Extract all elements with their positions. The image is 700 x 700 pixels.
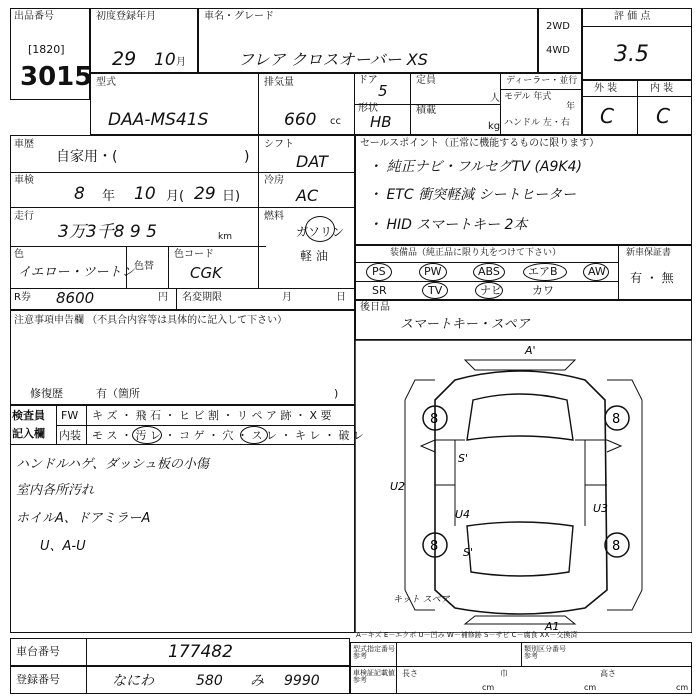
mark-side: S'	[463, 546, 474, 559]
chassis-label: 車台番号	[16, 645, 60, 658]
equip-pw: PW	[424, 265, 442, 278]
chassis-value: 177482	[168, 642, 233, 662]
tire-rl: 8	[430, 539, 439, 554]
first-reg-year: 29	[112, 48, 137, 70]
color-code-label: 色コード	[174, 249, 214, 260]
mark-left: U2	[390, 480, 406, 493]
registration-label: 登録番号	[16, 673, 60, 686]
aftermarket-value: スマートキー・スペア	[400, 317, 530, 332]
shape-label: 形状	[358, 103, 378, 114]
inspection-day-unit: 日)	[222, 189, 241, 204]
shift-value: DAT	[296, 152, 328, 171]
year-unit: 年	[566, 102, 576, 112]
ac-value: AC	[296, 186, 319, 205]
inspection-month-unit: 月(	[166, 189, 185, 204]
mark-mid: U4	[455, 508, 471, 521]
warranty-value: 有 ・ 無	[630, 271, 674, 285]
interior-grade: C	[656, 104, 670, 128]
inspector-note-3: ホイルA、ドアミラーA	[16, 511, 151, 526]
equip-navi: ナビ	[480, 284, 502, 297]
doors-value: 5	[378, 82, 388, 100]
interior-items: モ ス ・ 汚 レ ・ コ ゲ ・ 穴 ・ ス レ ・ キ レ ・ 破 レ	[92, 429, 364, 442]
lot-small: [1820]	[28, 43, 65, 56]
fw-items: キ ズ ・ 飛 石 ・ ヒ ビ 割 ・ リ ペ ア 跡 ・ X 要	[92, 409, 332, 422]
reg-area: なにわ	[112, 673, 154, 689]
displacement-label: 排気量	[264, 77, 294, 88]
color-code-value: CGK	[190, 264, 222, 282]
width-label: 巾	[500, 669, 508, 678]
displacement-unit: cc	[330, 116, 341, 127]
repair-value: 有（箇所	[96, 387, 140, 400]
color-label: 色	[14, 249, 24, 260]
fw-label: FW	[61, 409, 79, 422]
ac-label: 冷房	[264, 175, 284, 186]
selling-points-label: セールスポイント（正常に機能するものに限ります）	[360, 138, 600, 149]
shape-value: HB	[370, 113, 392, 131]
equip-sr: SR	[372, 284, 387, 297]
reg-kana: み	[250, 673, 264, 689]
inspection-year: 8	[74, 184, 85, 204]
color-value: イエロー・ツートン	[18, 265, 135, 280]
ref-model-designation: 型式指定番号 参考	[353, 645, 395, 660]
load-unit: kg	[488, 121, 501, 132]
fuel-diesel: 軽 油	[300, 249, 328, 263]
inspector-label-1: 検査員	[12, 409, 45, 422]
inspection-day: 29	[194, 184, 216, 204]
circle-scuff	[240, 426, 268, 444]
selling-point-3: ・ HID スマートキー 2本	[368, 217, 528, 233]
name-change-month: 月	[282, 292, 292, 303]
circle-abs	[473, 263, 505, 281]
equip-ps: PS	[372, 265, 386, 278]
tire-fr: 8	[612, 412, 621, 427]
r-ticket-yen: 円	[158, 292, 168, 303]
ref-class-number: 類別区分番号 参考	[524, 645, 566, 660]
equip-tv: TV	[428, 284, 443, 297]
handle-label: ハンドル 左・右	[504, 118, 570, 128]
r-ticket-value: 8600	[56, 289, 95, 307]
r-ticket-label: R券	[14, 292, 31, 303]
name-change-label: 名変期限	[182, 292, 222, 303]
doors-label: ドア	[358, 75, 378, 86]
model-year-label: モデル 年式	[504, 92, 552, 102]
score-label: 評 価 点	[614, 11, 651, 22]
color-change-label: 色替	[134, 261, 154, 272]
mileage-label: 走行	[14, 211, 34, 222]
drive-2wd: 2WD	[546, 21, 570, 32]
history-label: 車歴	[14, 139, 34, 150]
circle-aw	[583, 263, 609, 281]
type-value: DAA-MS41S	[108, 110, 209, 130]
interior-label: 内 装	[650, 83, 674, 94]
equip-airbag: エアB	[528, 265, 558, 278]
reg-class: 580	[196, 673, 223, 689]
mileage-value: 3万3千8 9 5	[58, 222, 157, 242]
mileage-unit: km	[218, 232, 232, 242]
inspection-label: 車検	[14, 175, 34, 186]
name-change-day: 日	[336, 292, 346, 303]
mark-rear: A1	[545, 620, 560, 633]
circle-ps	[366, 263, 392, 281]
capacity-label: 定員	[416, 75, 436, 86]
history-close: )	[244, 149, 250, 165]
shift-label: シフト	[264, 139, 294, 150]
inspection-month: 10	[134, 184, 156, 204]
circle-airbag	[523, 263, 567, 281]
type-label: 型式	[96, 77, 116, 88]
circle-tv	[422, 282, 448, 299]
length-label: 長さ	[402, 669, 418, 678]
keys-note: キット スペア	[393, 595, 450, 605]
repair-label: 修復歴	[30, 387, 63, 400]
tire-fl: 8	[430, 412, 439, 427]
inspection-year-unit: 年	[102, 189, 116, 204]
notes-label: 注意事項申告欄 （不具合内容等は具体的に記入して下さい）	[14, 315, 288, 326]
exterior-grade: C	[600, 104, 614, 128]
first-reg-month: 10	[154, 50, 176, 70]
mark-right: U3	[593, 502, 609, 515]
fuel-gas: ガソリン	[296, 225, 345, 239]
equip-abs: ABS	[478, 265, 500, 278]
dealer-label: ディーラー・並行	[506, 76, 578, 86]
inspector-note-4: U、A-U	[40, 539, 86, 554]
fuel-gas-circle	[305, 216, 335, 242]
capacity-unit: 人	[490, 93, 500, 104]
length-cm: cm	[482, 683, 495, 692]
exterior-label: 外 装	[594, 83, 618, 94]
height-label: 高さ	[600, 669, 616, 678]
mark-hood: S'	[458, 452, 469, 465]
equipment-label: 装備品（純正品に限り丸をつけて下さい）	[390, 248, 562, 258]
score-value: 3.5	[614, 42, 649, 67]
fuel-label: 燃料	[264, 211, 284, 222]
lot-number: 3015	[20, 62, 93, 92]
diagram-legend: A－キズ E－エクボ U－凹み W－補修跡 S－サビ C－腐食 XX－交換済	[356, 631, 578, 639]
ref-registration-values: 車検証記載値 参考	[353, 669, 395, 684]
month-unit: 月	[176, 57, 186, 68]
mark-front: A'	[525, 344, 536, 357]
inspector-label-2: 記入欄	[12, 427, 45, 440]
inspector-note-2: 室内各所汚れ	[16, 483, 95, 498]
equip-aw: AW	[588, 265, 606, 278]
load-label: 積載	[416, 105, 436, 116]
model-name: フレア クロスオーバー XS	[238, 50, 428, 69]
lot-label: 出品番号	[14, 11, 54, 22]
model-label: 車名・グレード	[204, 11, 274, 22]
circle-navi	[475, 282, 503, 299]
height-cm: cm	[676, 683, 689, 692]
inspector-note-1: ハンドルハゲ、ダッシュ板の小傷	[16, 457, 209, 472]
history-value: 自家用・(	[56, 149, 118, 165]
interior-insp-label: 内装	[59, 429, 81, 442]
selling-point-2: ・ ETC 衝突軽減 シートヒーター	[368, 187, 576, 203]
displacement-value: 660	[284, 110, 317, 130]
remarks-area	[10, 445, 355, 633]
circle-pw	[419, 263, 447, 281]
tire-rr: 8	[612, 539, 621, 554]
equip-leather: カワ	[532, 284, 554, 297]
repair-close: )	[334, 387, 339, 400]
width-cm: cm	[584, 683, 597, 692]
first-reg-label: 初度登録年月	[96, 11, 156, 22]
circle-stain	[132, 426, 162, 444]
warranty-label: 新車保証書	[626, 248, 672, 258]
car-damage-diagram	[355, 340, 692, 633]
reg-number: 9990	[284, 673, 320, 689]
selling-point-1: ・ 純正ナビ・フルセグTV (A9K4)	[368, 159, 582, 175]
aftermarket-label: 後日品	[360, 302, 390, 313]
drive-box	[538, 8, 582, 73]
drive-4wd: 4WD	[546, 45, 570, 56]
